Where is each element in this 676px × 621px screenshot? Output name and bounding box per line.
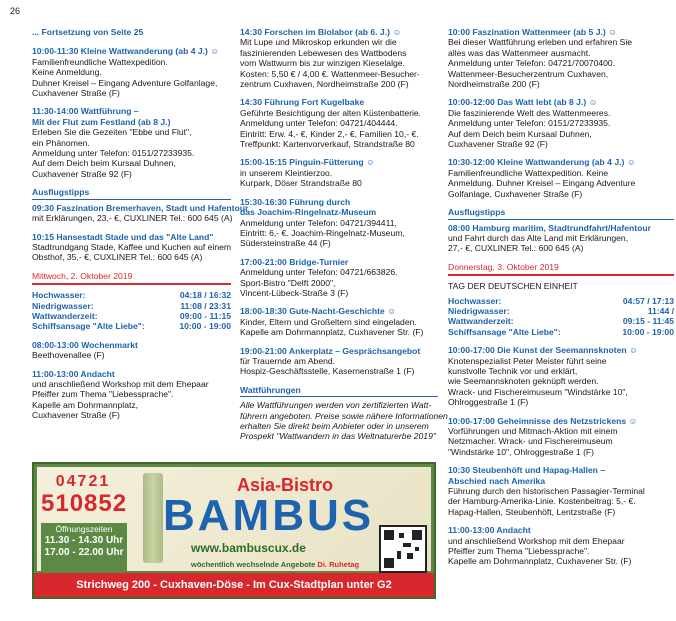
ad-panel	[37, 467, 431, 571]
advertisement-bambus	[32, 462, 436, 599]
ad-offers: wöchentlich wechselnde Angebote Di. Ruhetag	[191, 560, 360, 569]
event-item: 14:30 Forschen im Biolabor (ab 6. J.) ☺ Mit Lupe und Mikroskop erkunden wir die faszinierenden Lebewesen des Wattbodens vom Wattwurm bis zur winzigen Kieselalge. Kosten: 5,50 € / 4,00 €. Wattenmeer-Besucher- zentrum Cuxhaven, Nordheimstraße 200 (F)	[240, 27, 420, 90]
event-item: 11:00-13:00 Andacht und anschließend Workshop mit dem Ehepaar Pfeiffer zum Thema "Liebessprache". Kapelle am Dohrmannplatz, Cuxhavener Straße (F)	[32, 368, 209, 421]
event-item: 18:00-18:30 Gute-Nacht-Geschichte ☺ Kinder, Eltern und Großeltern sind eingeladen. Kapelle am Dohrmannplatz, Cuxhavener Str. (F)	[240, 306, 424, 338]
column-1	[32, 27, 249, 429]
tide-row: Schiffsansage "Alte Liebe": 10:00 - 19:00	[32, 321, 231, 332]
event-item: 10:30-12:00 Kleine Wattwanderung (ab 4 J.) ☺ Familienfreundliche Wattexpedition. Keine Anmeldung. Duhner Kreisel – Eingang Adventure Golfanlage, Cuxhavener Straße (F)	[448, 157, 636, 199]
section-heading-ausflugstipps: Ausflugstipps	[448, 207, 674, 219]
ad-phone: 04721 510852	[41, 473, 128, 517]
tide-row: Wattwanderzeit: 09:00 - 11:15	[32, 310, 231, 321]
ad-address-bar: Strichweg 200 - Cuxhaven-Döse - Im Cux-Stadtplan unter G2	[34, 573, 434, 597]
ad-closed-day: Di. Ruhetag	[317, 560, 360, 569]
bamboo-decoration	[143, 473, 163, 563]
event-item: 17:00-21:00 Bridge-Turnier Anmeldung unter Telefon: 04721/663826. Sport-Bistro "Delft 2000", Vincent-Lübeck-Straße 3 (F)	[240, 256, 398, 298]
ad-opening-hours: Öffnungszeiten 11.30 - 14.30 Uhr 17.00 - 22.00 Uhr	[41, 523, 127, 571]
tide-row: Schiffsansage "Alte Liebe": 10:00 - 19:00	[448, 326, 674, 337]
tide-row: Niedrigwasser: 11:44 /	[448, 305, 674, 316]
event-item: 19:00-21:00 Ankerplatz – Gesprächsangebot für Trauernde am Abend. Hospiz-Geschäftsstelle, Kasernenstraße 1 (F)	[240, 345, 421, 377]
date-heading: Donnerstag, 3. Oktober 2019	[448, 262, 674, 276]
event-item: 10:00-12:00 Das Watt lebt (ab 8 J.) ☺ Die faszinierende Welt des Wattenmeeres. Anmeldung unter Telefon: 0151/27233935. Auf dem Deich beim Kursaal Duhnen, Cuxhavener Straße 92 (F)	[448, 97, 611, 150]
tide-table	[32, 290, 231, 332]
page-number: 26	[10, 6, 21, 16]
event-item: 10:30 Steubenhöft und Hapag-Hallen – Abschied nach Amerika Führung durch den historischen Passagier-Terminal der Hamburg-Amerika-Linie. Kostenbeitrag: 5,- €. Hapag-Hallen, Steubenhöft, Lentzstraße (F)	[448, 465, 645, 517]
section-heading-wattfuehrungen: Wattführungen	[240, 385, 438, 397]
ad-brand-logo: BAMBUS	[163, 491, 375, 540]
tide-row: Wattwanderzeit: 09:15 - 11:45	[448, 316, 674, 327]
column-3	[448, 27, 674, 575]
column-2	[240, 27, 448, 450]
event-item: 11:00-13:00 Andacht und anschließend Workshop mit dem Ehepaar Pfeiffer zum Thema "Liebessprache". Kapelle am Dohrmannplatz, Cuxhavener Str. (F)	[448, 525, 632, 567]
ad-website: www.bambuscux.de	[191, 541, 306, 555]
event-item: 10:00-17:00 Die Kunst der Seemannsknoten ☺ Knotenspezialist Peter Meister führt seine kunstvolle Technik vor und erklärt, wie Seemannsknoten geknüpft werden. Wrack- und Fischereimuseum "Windstärke 10", Ohlroggestraße 1 (F)	[448, 345, 638, 408]
section-heading-ausflugstipps: Ausflugstipps	[32, 187, 231, 199]
tide-table	[448, 296, 674, 338]
event-item: 14:30 Führung Fort Kugelbake Geführte Besichtigung der alten Küstenbatterie. Anmeldung unter Telefon: 04721/404444. Eintritt: Erw. 4,- €, Kinder 2,- €, Familien 10,- €. Treffpunkt: Kartenvorverkauf, Strandstraße 80	[240, 97, 422, 150]
event-item: 15:00-15:15 Pinguin-Fütterung ☺ in unserem Kleintierzoo. Kurpark, Döser Strandstraße 80	[240, 157, 375, 189]
holiday-label: TAG DER DEUTSCHEN EINHEIT	[448, 281, 578, 292]
tide-row: Hochwasser: 04:57 / 17:13	[448, 295, 674, 306]
trip-item: 09:30 Faszination Bremerhaven, Stadt und Hafentour mit Erklärungen, 23,- €, CUXLINER Tel.: 600 645 (A)	[32, 202, 249, 224]
event-item: 15:30-16:30 Führung durch das Joachim-Ringelnatz-Museum Anmeldung unter Telefon: 04721/394411, Eintritt: 6,- €. Joachim-Ringelnatz-Museum, Südersteinstraße 44 (F)	[240, 196, 405, 249]
event-item: 10:00-11:30 Kleine Wattwanderung (ab 4 J.) ☺ Familienfreundliche Wattexpedition. Keine Anmeldung. Duhner Kreisel – Eingang Adventure Golfanlage, Cuxhavener Straße (F)	[32, 46, 220, 99]
trip-item: 10:15 Hansestadt Stade und das "Alte Land" Stadtrundgang Stade, Kaffee und Kuchen auf einem Obsthof, 35,- €, CUXLINER Tel.: 600 645 (A)	[32, 231, 232, 263]
qr-code-icon	[379, 525, 427, 573]
date-heading: Mittwoch, 2. Oktober 2019	[32, 271, 231, 285]
tide-row: Niedrigwasser: 11:08 / 23:31	[32, 300, 231, 311]
event-item: 11:30-14:00 Wattführung – Mit der Flut zum Festland (ab 8 J.) Erleben Sie die Gezeiten "Ebbe und Flut", ein Phänomen. Anmeldung unter Telefon: 0151/27233935. Auf dem Deich beim Kursaal Duhnen, Cuxhavener Straße 92 (F)	[32, 106, 195, 179]
continued-note: ... Fortsetzung von Seite 25	[32, 27, 144, 37]
event-item: 08:00-13:00 Wochenmarkt Beethovenallee (F)	[32, 339, 138, 361]
trip-item: 08:00 Hamburg maritim, Stadtrundfahrt/Hafentour und Fahrt durch das Alte Land mit Erklärungen, 27,- €, CUXLINER Tel.: 600 645 (A)	[448, 222, 651, 254]
ad-subtitle: Asia-Bistro	[237, 475, 334, 495]
tide-row: Hochwasser: 04:18 / 16:32	[32, 290, 231, 301]
watt-info: Alle Wattführungen werden von zertifizierten Watt- führern angeboten. Preise sowie nähere Informationen erhalten Sie direkt beim Anbieter oder in unserem Prospekt "Wattwandern in das Weltnaturerbe 2019"	[240, 400, 448, 442]
event-item: 10:00 Faszination Wattenmeer (ab 5 J.) ☺ Bei dieser Wattführung erleben und erfahren Sie alles was das Wattenmeer ausmacht. Anmeldung unter Telefon: 04721/70070400. Wattenmeer-Besucherzentrum Cuxhaven, Nordheimstraße 200 (F)	[448, 27, 633, 90]
event-item: 10:00-17:00 Geheimnisse des Netzstrickens ☺ Vorführungen und Mitmach-Aktion mit einem Netzmacher. Wrack- und Fischereimuseum "Windstärke 10", Ohlroggestraße 1 (F)	[448, 415, 638, 457]
